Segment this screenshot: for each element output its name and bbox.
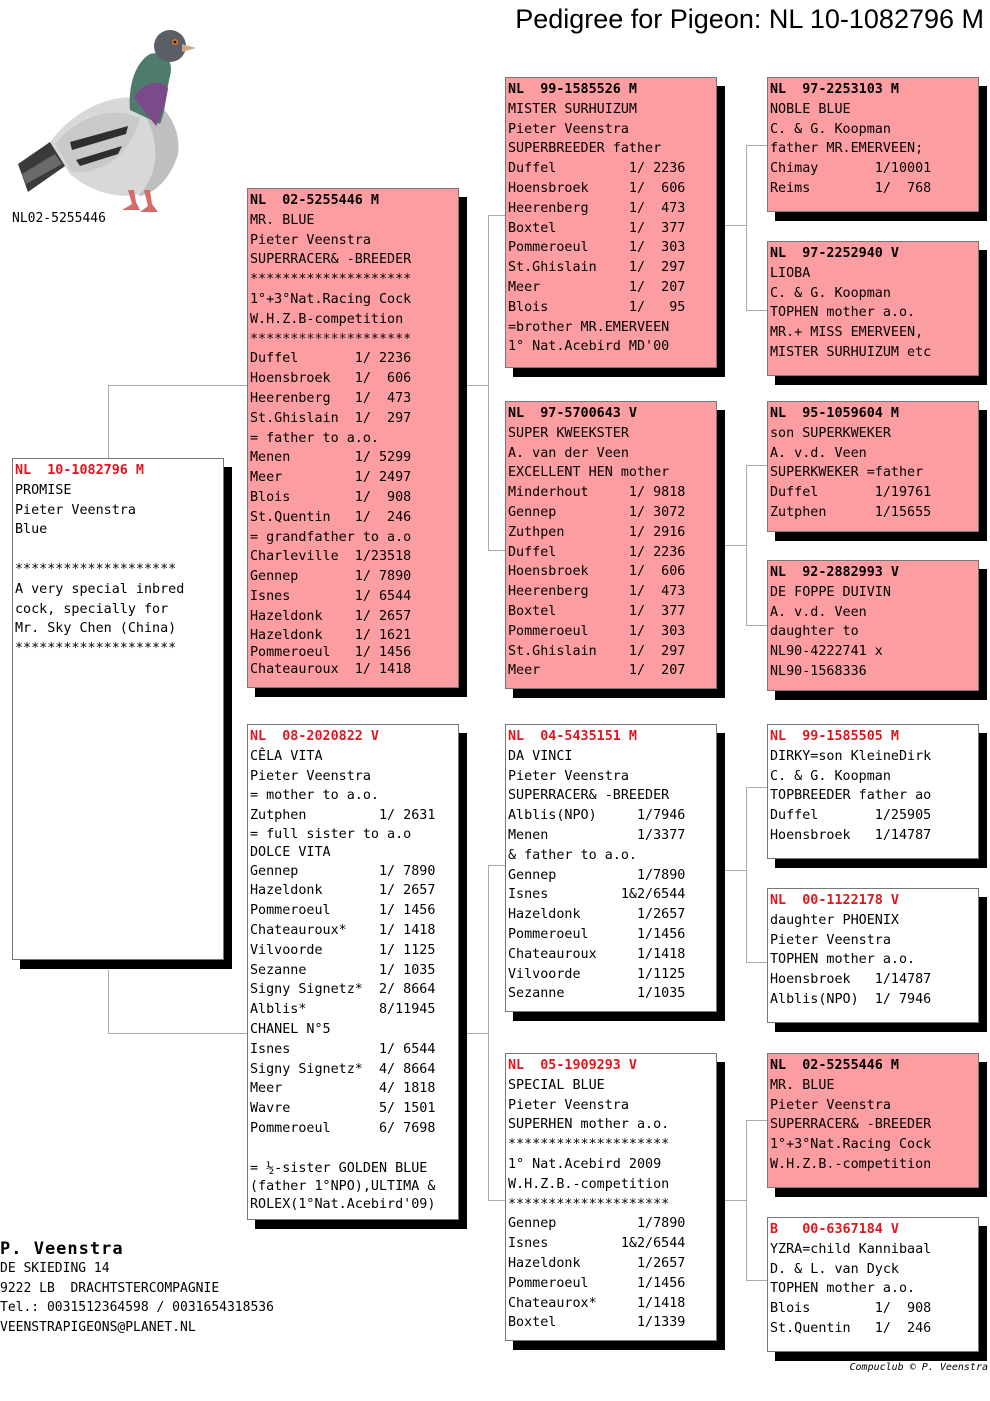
card-line: W.H.Z.B.-competition [508,1176,670,1192]
connector [488,865,505,866]
connector [466,385,488,386]
dam-sire-dam-card [767,888,979,1023]
card-line: Charleville 1/23518 [250,549,412,565]
card-line: Meer 4/ 1818 [250,1081,436,1097]
card-line: Pieter Veenstra [250,232,371,248]
owner-email: VEENSTRAPIGEONS@PLANET.NL [0,1319,196,1335]
card-line: A. v.d. Veen [770,445,867,461]
card-line: Pommeroeul 1/ 1456 [250,903,436,919]
card-line: father MR.EMERVEEN; [770,141,924,157]
card-line: Chateaurox* 1/1418 [508,1295,686,1311]
card-line: Alblis(NPO) 1/7946 [508,808,686,824]
card-line: Duffel 1/ 2236 [508,544,686,560]
card-line: Pommeroeul 1/ 303 [508,240,686,256]
connector [488,1200,505,1201]
sire-sire-dam-card [767,241,979,376]
card-line: ******************** [508,1137,670,1153]
card-line: SUPERBREEDER father [508,141,662,157]
ring-number: NL 04-5435151 M [508,729,637,744]
card-line: Wavre 5/ 1501 [250,1101,436,1117]
card-line: Hazeldonk 1/ 2657 [250,883,436,899]
owner-name: P. Veenstra [0,1239,124,1259]
card-line: Chateauroux* 1/ 1418 [250,922,436,938]
card-line: Hoensbroek 1/ 606 [508,180,686,196]
card-line: PROMISE [15,482,72,498]
card-line: Signy Signetz* 4/ 8664 [250,1061,436,1077]
card-line: TOPHEN mother a.o. [770,952,916,968]
dam-dam-dam-card [767,1217,979,1352]
card-line: W.H.Z.B-competition [250,311,404,327]
card-line: D. & L. van Dyck [770,1261,899,1277]
card-line: MISTER SURHUIZUM [508,101,637,117]
card-line: Blue [15,522,48,538]
ring-number: NL 97-2252940 V [770,246,899,261]
card-line [250,1139,458,1159]
card-line: C. & G. Koopman [770,285,891,301]
card-line: NOBLE BLUE [770,101,851,117]
ring-number: NL 02-5255446 M [770,1058,899,1073]
subject-card [12,458,224,960]
card-line: ******************** [15,641,177,657]
connector [488,550,505,551]
card-line: = ½-sister GOLDEN BLUE [250,1160,428,1176]
connector [488,865,489,1200]
card-line: 1° Nat.Acebird 2009 [508,1156,662,1172]
card-line: Hazeldonk 1/ 1621 [250,627,412,643]
card-line: TOPHEN mother a.o. [770,1281,916,1297]
card-line: Blois 1/ 908 [250,489,412,505]
card-line: NL90-4222741 x [770,644,883,660]
card-line: SUPERKWEKER =father [770,465,924,481]
card-line: MISTER SURHUIZUM etc [770,344,932,360]
sire-sire-card [505,77,717,368]
card-line: Gennep 1/ 7890 [250,863,436,879]
card-line: Duffel 1/ 2236 [508,161,686,177]
card-line: CHANEL N°5 [250,1021,331,1037]
connector [746,625,767,626]
sire-card [247,188,459,688]
connector [746,145,747,310]
card-line: Gennep 1/ 7890 [250,569,412,585]
ring-number: NL 92-2882993 V [770,565,899,580]
card-line: Hazeldonk 1/2657 [508,907,686,923]
card-line: son SUPERKWEKER [770,425,891,441]
card-line: Alblis(NPO) 1/ 7946 [770,991,932,1007]
connector [108,385,248,386]
card-line: Heerenberg 1/ 473 [508,200,686,216]
card-line: Signy Signetz* 2/ 8664 [250,982,436,998]
card-line: Duffel 1/25905 [770,808,932,824]
card-line: = grandfather to a.o [250,529,412,545]
card-line: Pieter Veenstra [508,121,629,137]
sire-dam-sire-card [767,401,979,532]
card-line: Chateauroux 1/1418 [508,946,686,962]
card-line: Vilvoorde 1/1125 [508,966,686,982]
card-line: ROLEX(1°Nat.Acebird'09) [250,1197,436,1213]
card-line: Pommeroeul 1/1456 [508,926,686,942]
card-line: NL90-1568336 [770,663,867,679]
card-line: Gennep 1/7890 [508,1216,686,1232]
card-line: = father to a.o. [250,430,379,446]
card-line: Sezanne 1/1035 [508,986,686,1002]
card-line: W.H.Z.B.-competition [770,1156,932,1172]
card-line: Heerenberg 1/ 473 [250,390,412,406]
card-line: SUPERRACER& -BREEDER [770,1117,932,1133]
connector [746,962,767,963]
ring-number: NL 99-1585526 M [508,82,637,97]
card-line: Duffel 1/ 2236 [250,351,412,367]
card-line: Heerenberg 1/ 473 [508,584,686,600]
ring-number: NL 97-2253103 M [770,82,899,97]
card-line: Sezanne 1/ 1035 [250,962,436,978]
card-line: SUPERHEN mother a.o. [508,1117,670,1133]
card-line: Zutphen 1/ 2631 [250,808,436,824]
ring-number: NL 02-5255446 M [250,193,379,208]
card-line: SUPERRACER& -BREEDER [508,788,670,804]
card-line: SUPER KWEEKSTER [508,425,629,441]
card-line: Pommeroeul 1/1456 [508,1275,686,1291]
connector [746,465,747,625]
card-line: Pieter Veenstra [508,768,629,784]
card-line: Mr. Sky Chen (China) [15,621,177,637]
connector [746,145,767,146]
card-line: TOPBREEDER father ao [770,788,932,804]
card-line: Alblis* 8/11945 [250,1002,436,1018]
card-line: MR. BLUE [770,1077,835,1093]
sire-dam-dam-card [767,560,979,691]
card-line: EXCELLENT HEN mother [508,465,670,481]
dam-dam-sire-card [767,1053,979,1188]
card-line: MR.+ MISS EMERVEEN, [770,325,924,341]
ring-number: B 00-6367184 V [770,1222,899,1237]
card-line: Vilvoorde 1/ 1125 [250,942,436,958]
card-line: cock, specially for [15,601,169,617]
card-line: DOLCE VITA [250,844,331,860]
card-line: ******************** [250,272,412,288]
card-line: 1°+3°Nat.Racing Cock [250,291,412,307]
owner-phone: Tel.: 0031512364598 / 0031654318536 [0,1300,274,1315]
card-line: Hazeldonk 1/2657 [508,1255,686,1271]
page-title: Pedigree for Pigeon: NL 10-1082796 M [515,4,984,34]
ring-number: NL 95-1059604 M [770,406,899,421]
card-line: Chimay 1/10001 [770,161,932,177]
dam-sire-sire-card [767,724,979,859]
pigeon-photo [10,14,200,214]
card-line: = mother to a.o. [250,788,379,804]
connector [108,970,109,1033]
ring-number: NL 97-5700643 V [508,406,637,421]
card-line: Pieter Veenstra [770,932,891,948]
connector [724,870,746,871]
connector [724,225,746,226]
card-line: daughter to [770,624,859,640]
footer-credit: Compuclub © P. Veenstra [849,1362,988,1373]
card-line: Hoensbroek 1/ 606 [250,371,412,387]
connector [746,787,767,788]
connector [724,1200,746,1201]
card-line: Boxtel 1/ 377 [508,220,686,236]
card-line: DIRKY=son KleineDirk [770,748,932,764]
card-line: Chateauroux 1/ 1418 [250,661,412,677]
card-line: Pieter Veenstra [15,502,136,518]
card-line: Minderhout 1/ 9818 [508,485,686,501]
card-line: Gennep 1/ 3072 [508,504,686,520]
card-line: Isnes 1/ 6544 [250,1041,436,1057]
card-line: Hoensbroek 1/14787 [770,827,932,843]
card-line: ******************** [250,331,412,347]
photo-caption: NL02-5255446 [12,211,106,226]
card-line: Pieter Veenstra [250,768,371,784]
card-line: St.Quentin 1/ 246 [770,1320,932,1336]
card-line [15,540,223,560]
connector [746,310,767,311]
card-line: Pommeroeul 1/ 1456 [250,644,412,660]
card-line: Hoensbroek 1/14787 [770,972,932,988]
card-line: ******************** [15,561,177,577]
card-line: SUPERRACER& -BREEDER [250,252,412,268]
card-line: DE FOPPE DUIVIN [770,584,891,600]
card-line: Blois 1/ 908 [770,1301,932,1317]
connector [746,1120,767,1121]
dam-sire-card [505,724,717,1012]
card-line: A. van der Veen [508,445,629,461]
ring-number: NL 10-1082796 M [15,463,144,478]
card-line: Pommeroeul 6/ 7698 [250,1120,436,1136]
card-line: A. v.d. Veen [770,604,867,620]
card-line: LIOBA [770,265,811,281]
connector [724,545,746,546]
connector [746,465,767,466]
card-line: Meer 1/ 207 [508,663,686,679]
ring-number: NL 99-1585505 M [770,729,899,744]
card-line: ******************** [508,1196,670,1212]
card-line: Pommeroeul 1/ 303 [508,623,686,639]
card-line: Isnes 1/ 6544 [250,588,412,604]
card-line: Boxtel 1/ 377 [508,603,686,619]
card-line: = full sister to a.o [250,826,412,842]
card-line: Pieter Veenstra [770,1097,891,1113]
card-line: MR. BLUE [250,212,315,228]
card-line: A very special inbred [15,581,185,597]
card-line: 1° Nat.Acebird MD'00 [508,339,670,355]
card-line: Zuthpen 1/ 2916 [508,524,686,540]
card-line: Menen 1/ 5299 [250,450,412,466]
connector [108,385,109,460]
card-line: Isnes 1&2/6544 [508,1236,686,1252]
owner-postcode: 9222 LB DRACHTSTERCOMPAGNIE [0,1280,220,1296]
card-line: St.Ghislain 1/ 297 [508,643,686,659]
card-line: daughter PHOENIX [770,912,899,928]
dam-dam-card [505,1053,717,1341]
card-line: Hoensbroek 1/ 606 [508,564,686,580]
ring-number: NL 05-1909293 V [508,1058,637,1073]
card-line: Hazeldonk 1/ 2657 [250,608,412,624]
card-line: Blois 1/ 95 [508,299,686,315]
card-line: St.Ghislain 1/ 297 [250,410,412,426]
card-line: Meer 1/ 2497 [250,470,412,486]
dam-card [247,724,459,1220]
card-line: C. & G. Koopman [770,768,891,784]
card-line: Gennep 1/7890 [508,867,686,883]
card-line: St.Ghislain 1/ 297 [508,260,686,276]
connector [746,1120,747,1280]
card-line: CÊLA VITA [250,748,323,764]
card-line: St.Quentin 1/ 246 [250,509,412,525]
card-line: Menen 1/3377 [508,827,686,843]
connector [108,1033,248,1034]
owner-address: DE SKIEDING 14 [0,1261,110,1276]
sire-dam-card [505,401,717,689]
card-line: & father to a.o. [508,847,637,863]
ring-number: NL 00-1122178 V [770,893,899,908]
card-line: Meer 1/ 207 [508,279,686,295]
card-line: 1°+3°Nat.Racing Cock [770,1137,932,1153]
card-line: DA VINCI [508,748,573,764]
card-line: TOPHEN mother a.o. [770,305,916,321]
card-line: Zutphen 1/15655 [770,504,932,520]
ring-number: NL 08-2020822 V [250,729,379,744]
connector [488,215,489,550]
card-line: Boxtel 1/1339 [508,1315,686,1331]
card-line: YZRA=child Kannibaal [770,1241,932,1257]
owner-block [0,1239,274,1337]
connector [488,215,505,216]
card-line: Isnes 1&2/6544 [508,887,686,903]
card-line: SPECIAL BLUE [508,1077,605,1093]
card-line: (father 1°NPO),ULTIMA & [250,1179,436,1195]
card-line: C. & G. Koopman [770,121,891,137]
connector [746,787,747,962]
card-line: Reims 1/ 768 [770,180,932,196]
connector [746,1280,767,1281]
card-line: Pieter Veenstra [508,1097,629,1113]
connector [466,1033,488,1034]
card-line: =brother MR.EMERVEEN [508,319,670,335]
card-line: Duffel 1/19761 [770,485,932,501]
sire-sire-sire-card [767,77,979,212]
